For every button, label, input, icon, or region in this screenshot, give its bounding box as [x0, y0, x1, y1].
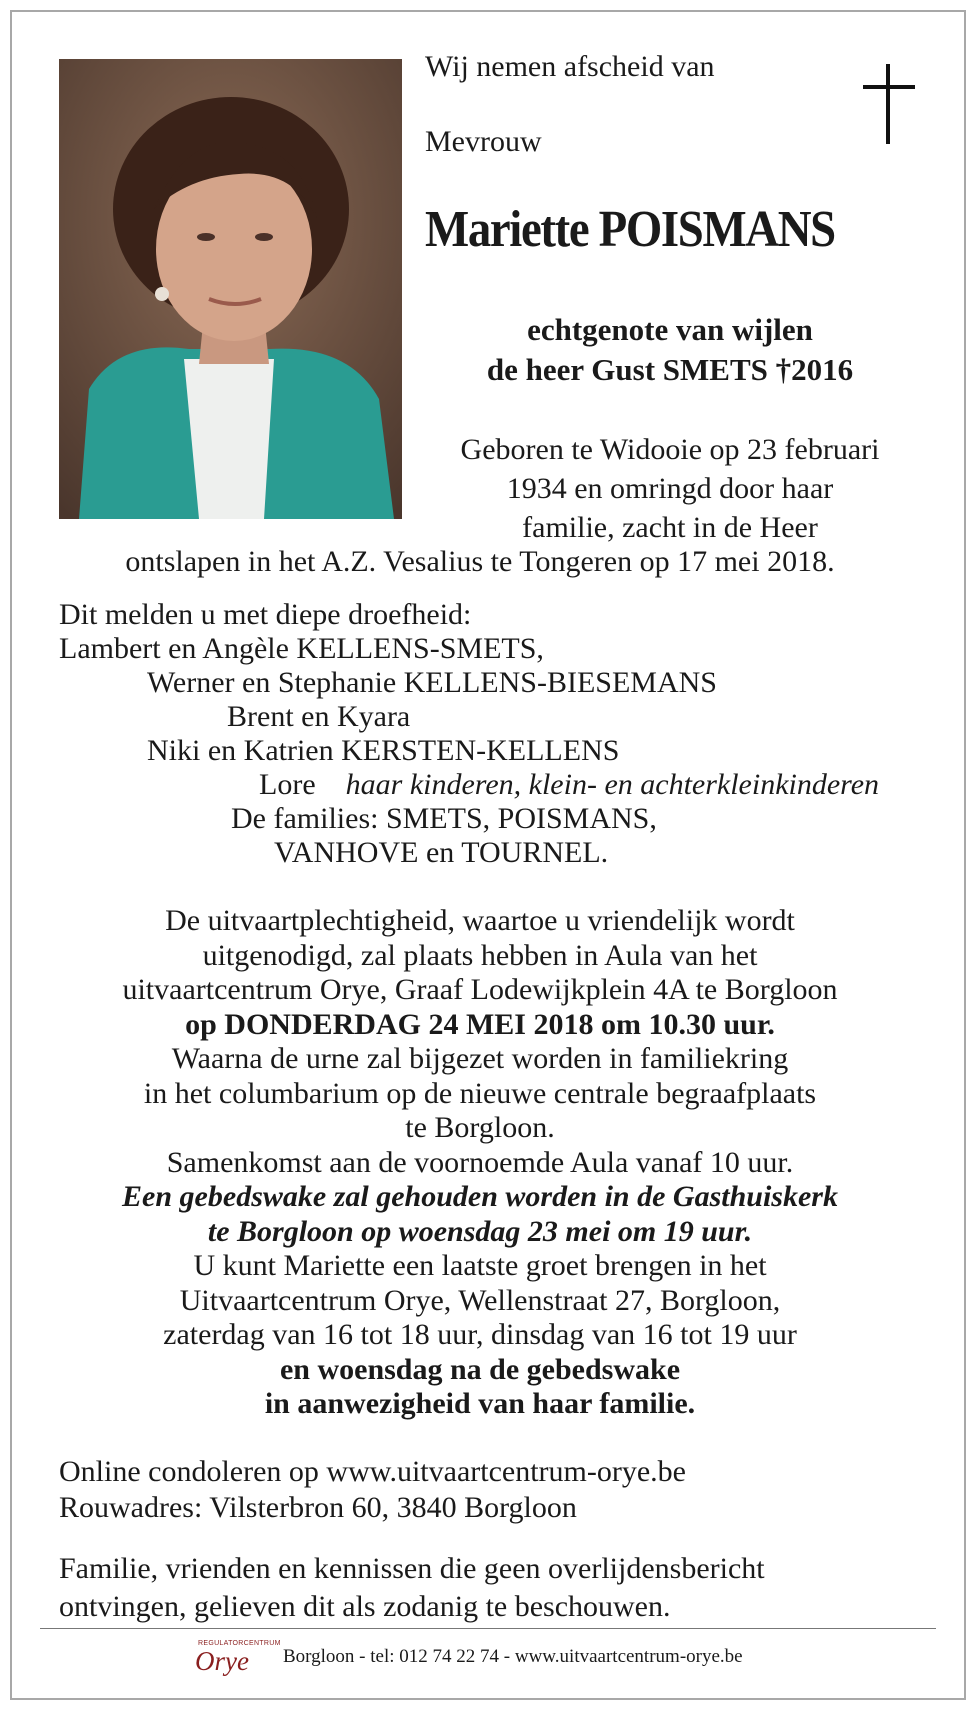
service-line: in aanwezigheid van haar familie.	[264, 1387, 696, 1420]
mourning-address: Rouwadres: Vilsterbron 60, 3840 Borgloon	[59, 1491, 577, 1524]
service-line: Samenkomst aan de voornoemde Aula vanaf 10 uur.	[166, 1145, 794, 1179]
service-date: op DONDERDAG 24 MEI 2018 om 10.30 uur.	[185, 1007, 775, 1041]
mourner-role: haar kinderen, klein- en achterkleinkinderen	[345, 768, 880, 801]
service-line: uitvaartcentrum Orye, Graaf Lodewijkplein 4A te Borgloon	[122, 973, 838, 1006]
birth-block	[425, 430, 915, 547]
mourners-block	[59, 598, 879, 870]
service-line: te Borgloon.	[405, 1111, 555, 1144]
vigil-line: te Borgloon op woensdag 23 mei om 19 uur.	[207, 1214, 753, 1248]
spouse-block	[420, 310, 920, 390]
vigil-line: Een gebedswake zal gehouden worden in de Gasthuiskerk	[122, 1180, 838, 1213]
closing-block	[59, 1550, 765, 1626]
cross-icon	[863, 64, 915, 149]
service-line: U kunt Mariette een laatste groet brengen in het	[193, 1249, 767, 1282]
mourner-line: Werner en Stephanie KELLENS-BIESEMANS	[147, 666, 717, 699]
service-line: Uitvaartcentrum Orye, Wellenstraat 27, Borgloon,	[179, 1283, 781, 1317]
title-prefix: Mevrouw	[425, 125, 542, 158]
birth-line-2: 1934 en omringd door haar	[506, 472, 834, 505]
mourner-line: Lambert en Angèle KELLENS-SMETS,	[59, 632, 544, 665]
intro-text: Wij nemen afscheid van	[425, 50, 715, 83]
mourner-line: Brent en Kyara	[227, 700, 411, 733]
service-line: uitgenodigd, zal plaats hebben in Aula van het	[202, 938, 758, 972]
death-line: ontslapen in het A.Z. Vesalius te Tongeren op 17 mei 2018.	[125, 545, 835, 578]
service-line: Waarna de urne zal bijgezet worden in familiekring	[171, 1042, 789, 1075]
footer-divider	[40, 1628, 936, 1629]
portrait-photo	[59, 59, 402, 519]
logo-text: Orye	[195, 1646, 249, 1676]
spouse-line-2: de heer Gust SMETS †2016	[486, 352, 854, 387]
mourner-name: Lore	[259, 768, 316, 801]
logo-small-text: REGULATORCENTRUM	[198, 1640, 281, 1647]
footer-contact: Borgloon - tel: 012 74 22 74 - www.uitvaartcentrum-orye.be	[283, 1646, 743, 1667]
service-line: zaterdag van 16 tot 18 uur, dinsdag van 16 tot 19 uur	[163, 1318, 797, 1351]
service-line: De uitvaartplechtigheid, waartoe u vriendelijk wordt	[165, 904, 795, 937]
mourner-line	[259, 768, 879, 802]
closing-line: Familie, vrienden en kennissen die geen overlijdensbericht	[59, 1552, 765, 1585]
service-block	[30, 904, 930, 1422]
funeral-home-logo	[195, 1640, 281, 1676]
deceased-name: Mariette POISMANS	[425, 201, 835, 258]
mourner-line: Niki en Katrien KERSTEN-KELLENS	[147, 734, 620, 767]
mourner-line: De families: SMETS, POISMANS,	[231, 802, 657, 835]
online-condolence: Online condoleren op www.uitvaartcentrum-orye.be	[59, 1455, 686, 1488]
contact-block	[59, 1454, 686, 1526]
birth-line-3: familie, zacht in de Heer	[522, 511, 818, 544]
service-line: in het columbarium op de nieuwe centrale begraafplaats	[143, 1076, 817, 1110]
mourners-intro: Dit melden u met diepe droefheid:	[59, 598, 472, 631]
footer	[195, 1640, 795, 1674]
closing-line: ontvingen, gelieven dit als zodanig te beschouwen.	[59, 1590, 671, 1623]
mourner-line: VANHOVE en TOURNEL.	[274, 836, 609, 869]
birth-line-1: Geboren te Widooie op 23 februari	[460, 433, 880, 466]
spouse-line-1: echtgenote van wijlen	[527, 312, 813, 347]
service-line: en woensdag na de gebedswake	[279, 1352, 681, 1386]
